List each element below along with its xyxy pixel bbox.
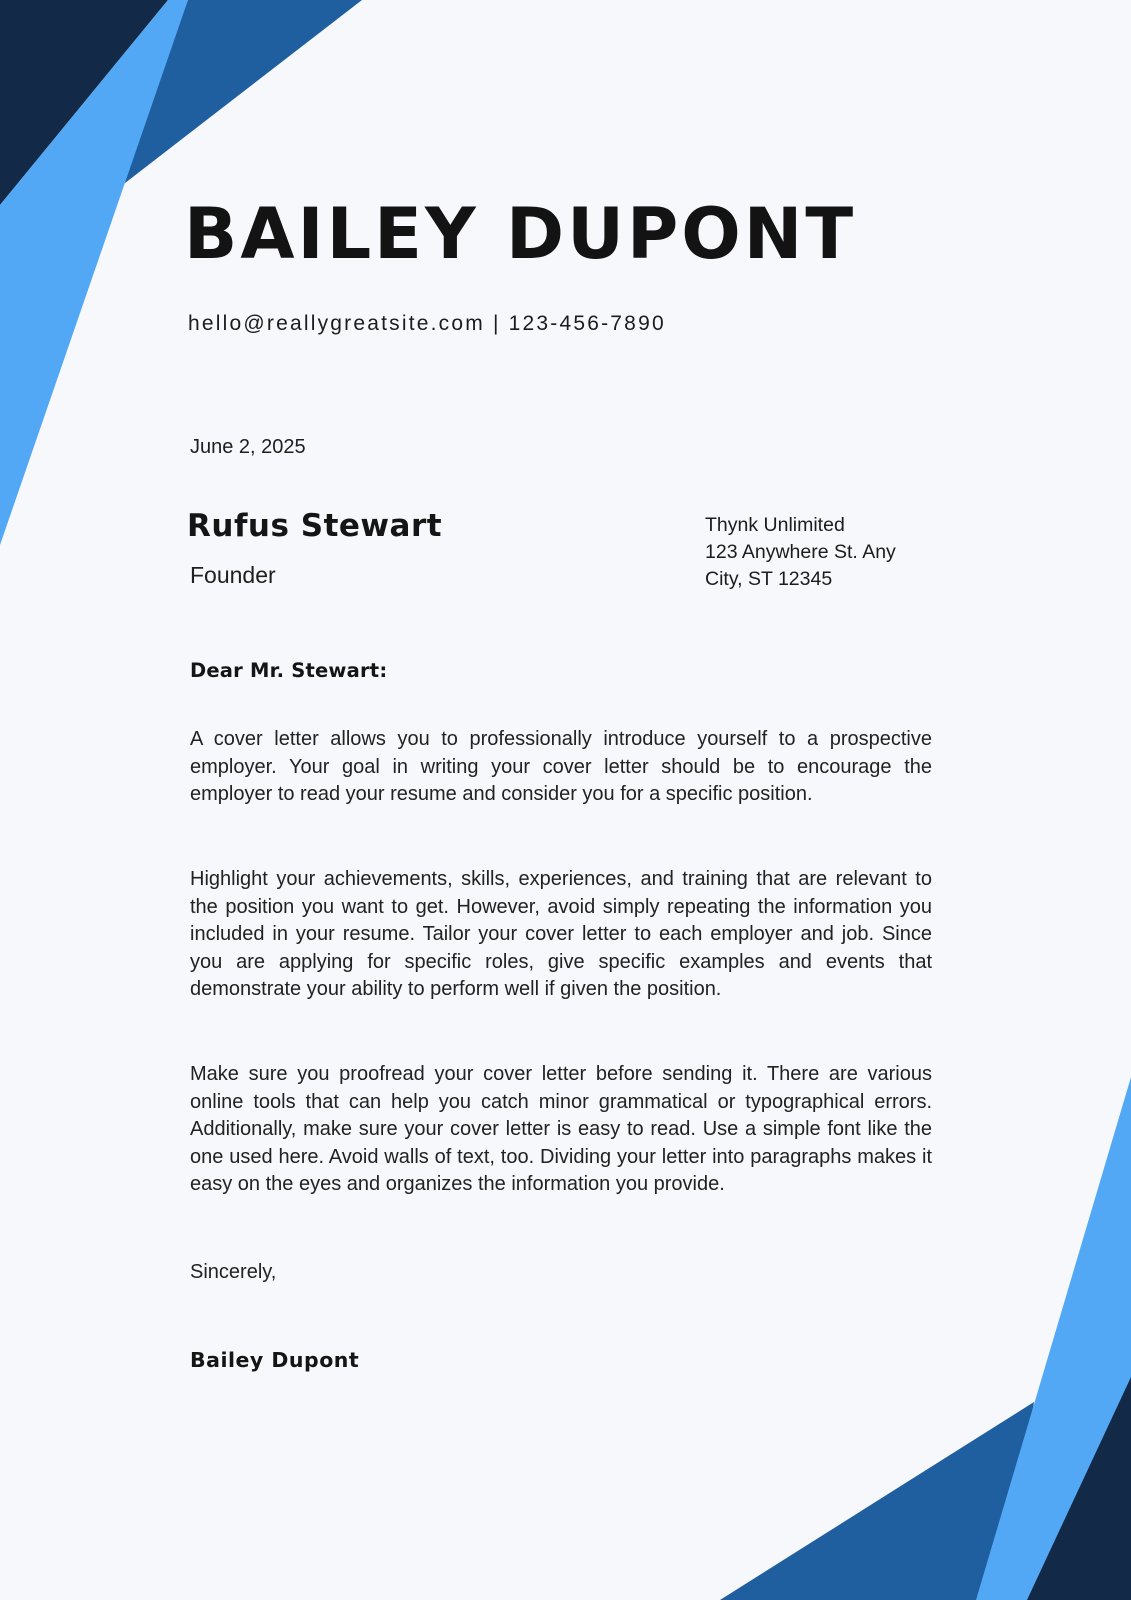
company-address-block	[705, 512, 935, 593]
company-address-line-1: 123 Anywhere St. Any	[705, 541, 896, 563]
page-title: BAILEY DUPONT	[184, 193, 857, 275]
body-paragraph-3: Make sure you proofread your cover letter before sending it. There are various online tools that can help you catch minor grammatical or typographical errors. Additionally, make sure your cover letter is easy to read. Use a simple font like the one used here. Avoid walls of text, too. Dividing your letter into paragraphs makes it easy on the eyes and organizes the information you provide.	[190, 1063, 932, 1196]
letter-date: June 2, 2025	[190, 436, 306, 458]
body-paragraph-1: A cover letter allows you to professionally introduce yourself to a prospective employer. Your goal in writing your cover letter should be to encourage the employer to read your resume and consider you for a specific position.	[190, 728, 932, 806]
contact-line: hello@reallygreatsite.com | 123-456-7890	[188, 312, 666, 335]
salutation: Dear Mr. Stewart:	[190, 659, 388, 682]
signature-name: Bailey Dupont	[190, 1348, 360, 1372]
closing-line: Sincerely,	[190, 1261, 277, 1283]
company-address-line-2: City, ST 12345	[705, 568, 833, 590]
body-paragraph-2: Highlight your achievements, skills, experiences, and training that are relevant to the position you want to get. However, avoid simply repeating the information you included in your resume. Tailor your cover letter to each employer and job. Since you are applying for specific roles, give specific examples and events that demonstrate your ability to perform well if given the position.	[190, 868, 932, 1001]
company-name: Thynk Unlimited	[705, 514, 845, 536]
recipient-title: Founder	[190, 562, 276, 588]
recipient-name: Rufus Stewart	[187, 508, 443, 544]
